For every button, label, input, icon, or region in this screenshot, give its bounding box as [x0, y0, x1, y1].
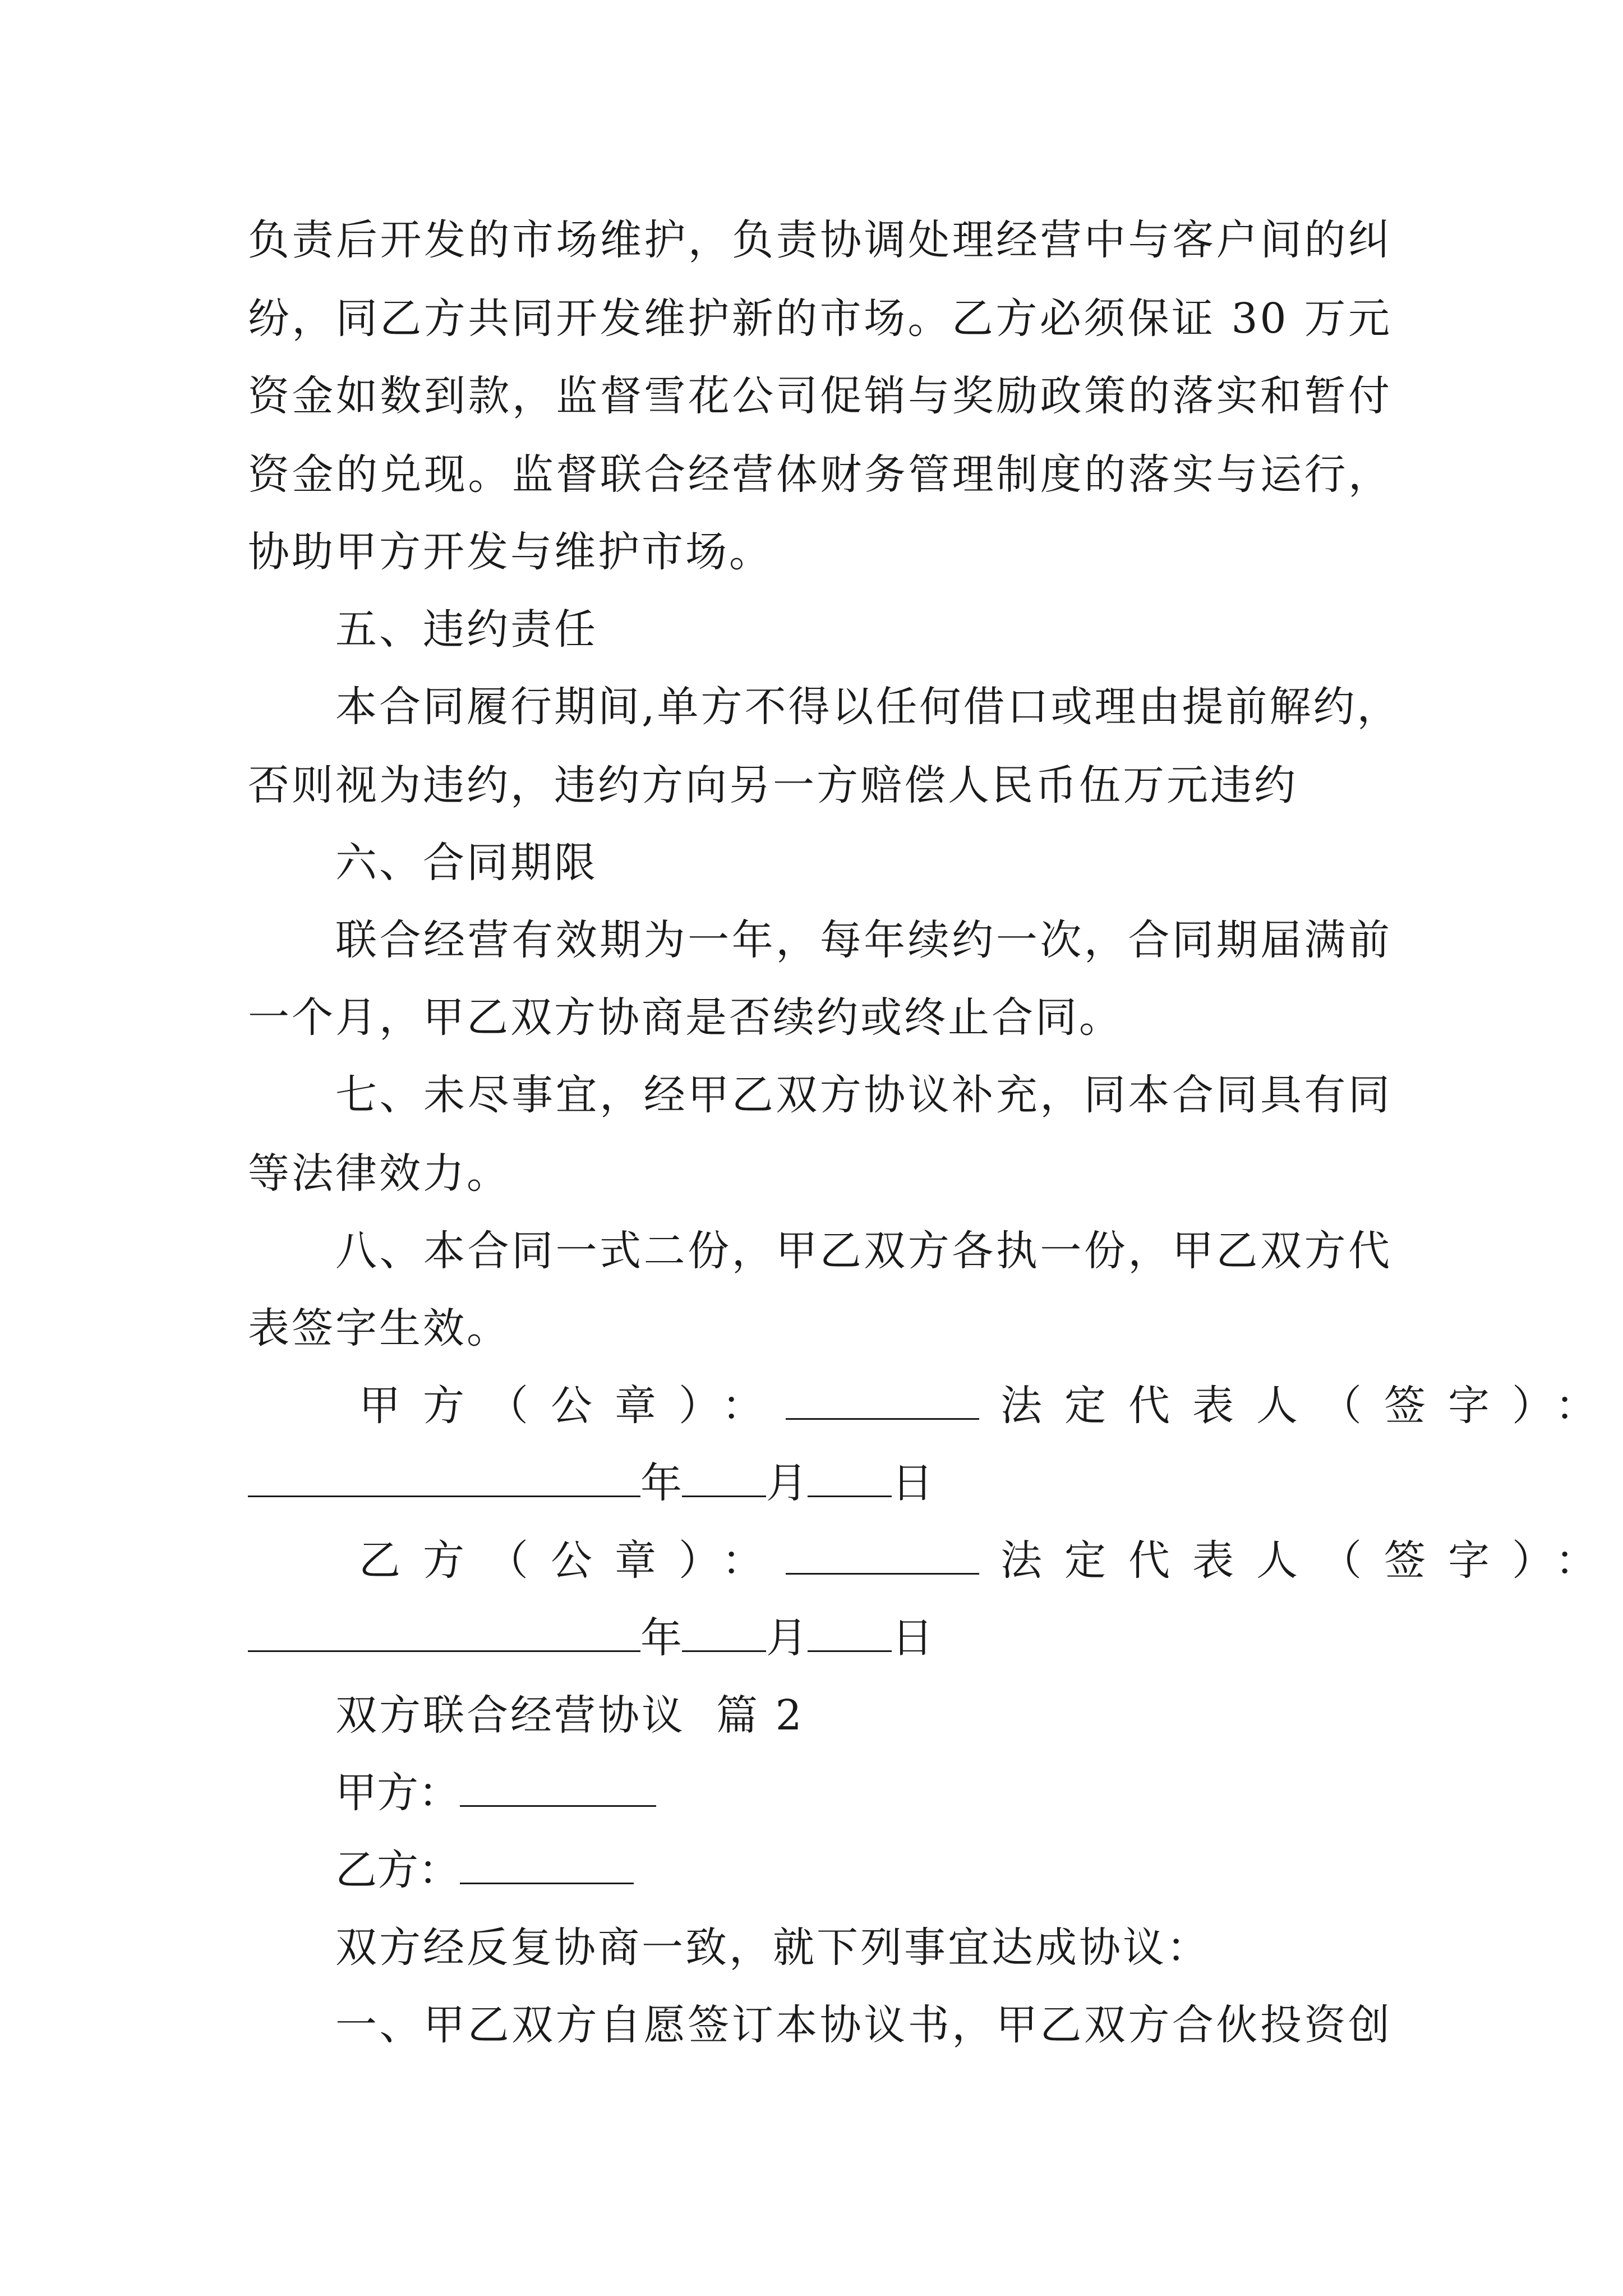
party-b-line [335, 1842, 634, 1898]
month-blank[interactable] [682, 1455, 766, 1497]
party-b-label: 乙方： [335, 1846, 460, 1894]
year-label: 年 [640, 1614, 682, 1662]
signature-blank[interactable] [248, 1610, 640, 1652]
paragraph-line: 八、本合同一式二份，甲乙双方各执一份，甲乙双方代 [335, 1227, 1392, 1275]
signature-blank[interactable] [248, 1455, 640, 1497]
paragraph-line: 联合经营有效期为一年，每年续约一次，合同期届满前 [335, 916, 1392, 964]
legal-rep-label: 法定代表人（签字）： [1000, 1382, 1619, 1430]
paragraph-line: 负责后开发的市场维护，负责协调处理经营中与客户间的纠 [248, 216, 1392, 264]
day-label: 日 [892, 1459, 933, 1507]
paragraph-line: 资金如数到款，监督雪花公司促销与奖励政策的落实和暂付 [248, 372, 1392, 420]
party-a-label: 甲方： [335, 1769, 460, 1817]
paragraph-line: 纷，同乙方共同开发维护新的市场。乙方必须保证 30 万元 [248, 295, 1392, 343]
day-blank[interactable] [808, 1610, 892, 1652]
paragraph-line: 协助甲方开发与维护市场。 [248, 528, 773, 576]
paragraph-line: 本合同履行期间,单方不得以任何借口或理由提前解约， [335, 683, 1401, 731]
party-a-seal-blank[interactable] [786, 1378, 979, 1420]
party-a-line [335, 1765, 656, 1821]
party-a-seal-label: 甲方（公章）： [359, 1382, 786, 1430]
paragraph-line: 七、未尽事宜，经甲乙双方协议补充，同本合同具有同 [335, 1071, 1392, 1119]
section-heading: 六、合同期限 [335, 839, 598, 887]
agreement-intro: 双方经反复协商一致，就下列事宜达成协议： [335, 1924, 1210, 1972]
legal-rep-label: 法定代表人（签字）： [1000, 1536, 1619, 1585]
paragraph-line: 否则视为违约，违约方向另一方赔偿人民币伍万元违约 [248, 761, 1298, 809]
month-blank[interactable] [682, 1610, 766, 1652]
paragraph-line: 一、甲乙双方自愿签订本协议书，甲乙双方合伙投资创 [335, 2001, 1392, 2049]
date-line-b [248, 1610, 933, 1666]
section-heading: 五、违约责任 [335, 605, 598, 654]
signature-party-a [359, 1378, 1619, 1434]
paragraph-line: 等法律效力。 [248, 1149, 510, 1198]
paragraph-line: 资金的兑现。监督联合经营体财务管理制度的落实与运行， [248, 450, 1392, 499]
month-label: 月 [766, 1459, 808, 1507]
signature-party-b [359, 1533, 1619, 1589]
party-b-seal-label: 乙方（公章）： [359, 1536, 786, 1585]
month-label: 月 [766, 1614, 808, 1662]
paragraph-line: 表签字生效。 [248, 1304, 510, 1352]
agreement-title: 双方联合经营协议 篇 2 [335, 1691, 804, 1740]
date-line-a [248, 1455, 933, 1511]
day-label: 日 [892, 1614, 933, 1662]
party-b-blank[interactable] [460, 1842, 634, 1884]
day-blank[interactable] [808, 1455, 892, 1497]
year-label: 年 [640, 1459, 682, 1507]
party-a-blank[interactable] [460, 1765, 656, 1807]
paragraph-line: 一个月，甲乙双方协商是否续约或终止合同。 [248, 993, 1123, 1042]
party-b-seal-blank[interactable] [786, 1533, 979, 1575]
